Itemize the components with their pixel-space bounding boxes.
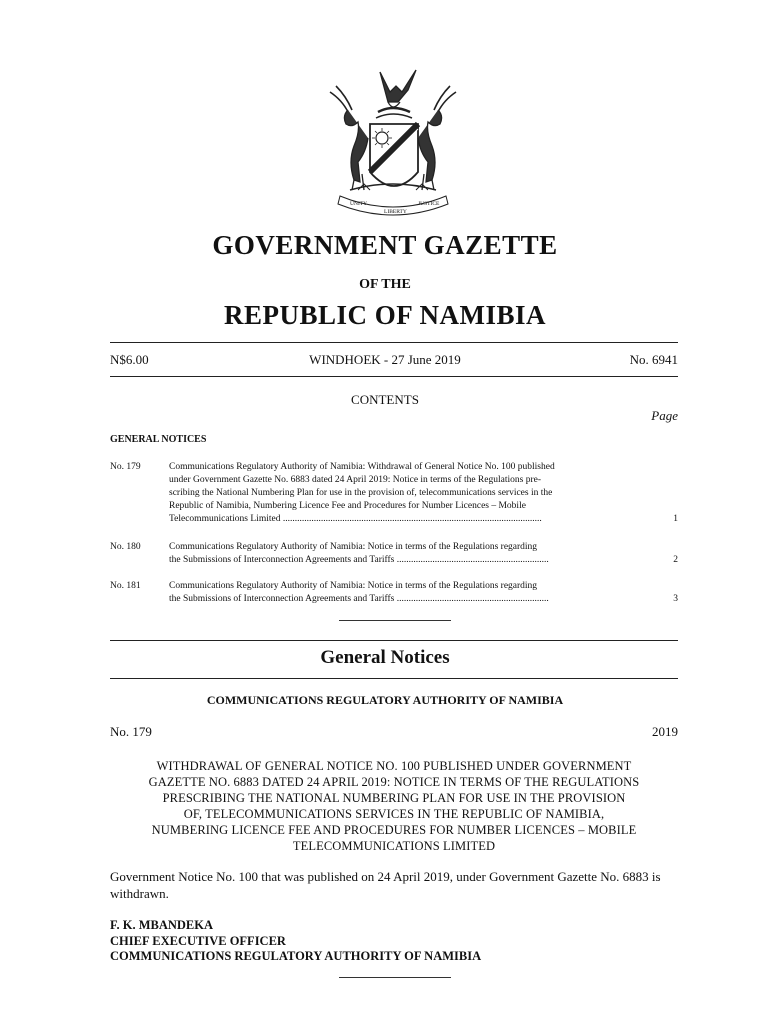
entry-line: the Submissions of Interconnection Agreements and Tariffs ................................................................ xyxy=(169,555,549,565)
gazette-number: No. 6941 xyxy=(629,352,678,367)
entry-line: the Submissions of Interconnection Agreements and Tariffs ................................................................ xyxy=(169,594,549,604)
entry-line: Communications Regulatory Authority of Namibia: Notice in terms of the Regulations regarding xyxy=(169,542,538,552)
contents-heading: CONTENTS xyxy=(351,392,419,407)
notice-heading-line: PRESCRIBING THE NATIONAL NUMBERING PLAN FOR USE IN THE PROVISION xyxy=(162,791,626,805)
signatory-organisation: COMMUNICATIONS REGULATORY AUTHORITY OF NAMIBIA xyxy=(110,949,482,963)
notice-heading-line: GAZETTE NO. 6883 DATED 24 APRIL 2019: NOTICE IN TERMS OF THE REGULATIONS xyxy=(148,775,640,789)
crest-motto-left: UNITY xyxy=(350,201,368,207)
page-column-label: Page xyxy=(651,408,678,423)
gazette-price: N$6.00 xyxy=(110,352,149,367)
place-date: WINDHOEK - 27 June 2019 xyxy=(309,352,461,367)
notice-number: No. 179 xyxy=(110,724,152,739)
gazette-title: GOVERNMENT GAZETTE xyxy=(212,230,558,260)
entry-number: No. 179 xyxy=(110,462,141,472)
notice-body: Government Notice No. 100 that was published on 24 April 2019, under Government Gazette No. 6883 is withdrawn. xyxy=(110,869,661,901)
notice-heading-line: OF, TELECOMMUNICATIONS SERVICES IN THE REPUBLIC OF NAMIBIA, xyxy=(183,807,605,821)
namibia-coat-of-arms-icon xyxy=(318,62,468,220)
contents-section-heading: GENERAL NOTICES xyxy=(110,434,207,445)
authority-heading: COMMUNICATIONS REGULATORY AUTHORITY OF NAMIBIA xyxy=(206,693,564,707)
section-bottom-rule xyxy=(110,678,678,679)
crest-motto-center: LIBERTY xyxy=(384,209,407,215)
notice-heading-line: NUMBERING LICENCE FEE AND PROCEDURES FOR NUMBER LICENCES – MOBILE xyxy=(151,823,637,837)
section-top-rule xyxy=(110,640,678,641)
notice-heading-line: TELECOMMUNICATIONS LIMITED xyxy=(292,839,496,853)
entry-number: No. 181 xyxy=(110,581,141,591)
entry-text xyxy=(169,580,641,606)
signatory-name: F. K. MBANDEKA xyxy=(110,918,214,932)
entry-line: Communications Regulatory Authority of Namibia: Notice in terms of the Regulations regarding xyxy=(169,581,538,591)
entry-page: 3 xyxy=(673,594,678,604)
entry-line: under Government Gazette No. 6883 dated 24 April 2019: Notice in terms of the Regulations pre- xyxy=(169,475,541,485)
contents-end-rule xyxy=(339,620,451,621)
entry-text xyxy=(169,461,641,526)
notice-heading-line: WITHDRAWAL OF GENERAL NOTICE NO. 100 PUBLISHED UNDER GOVERNMENT xyxy=(156,759,632,773)
crest-motto-right: JUSTICE xyxy=(418,201,440,207)
header-top-rule xyxy=(110,342,678,343)
notice-heading xyxy=(110,758,678,854)
notice-year: 2019 xyxy=(652,724,678,739)
of-the-label: OF THE xyxy=(359,277,411,292)
entry-page: 1 xyxy=(673,514,678,524)
entry-line: Republic of Namibia, Numbering Licence Fee and Procedures for Number Licences – Mobile xyxy=(169,501,526,511)
entry-page: 2 xyxy=(673,555,678,565)
section-title: General Notices xyxy=(320,647,450,668)
entry-number: No. 180 xyxy=(110,542,141,552)
republic-title: REPUBLIC OF NAMIBIA xyxy=(223,300,547,330)
entry-text xyxy=(169,541,641,567)
signatory-title: CHIEF EXECUTIVE OFFICER xyxy=(110,934,286,948)
header-bottom-rule xyxy=(110,376,678,377)
entry-line: Communications Regulatory Authority of Namibia: Withdrawal of General Notice No. 100 published xyxy=(169,462,555,472)
entry-line: scribing the National Numbering Plan for use in the provision of, telecommunications services in the xyxy=(169,488,553,498)
entry-line: Telecommunications Limited ............................................................................................................. xyxy=(169,514,542,524)
page-end-rule xyxy=(339,977,451,978)
